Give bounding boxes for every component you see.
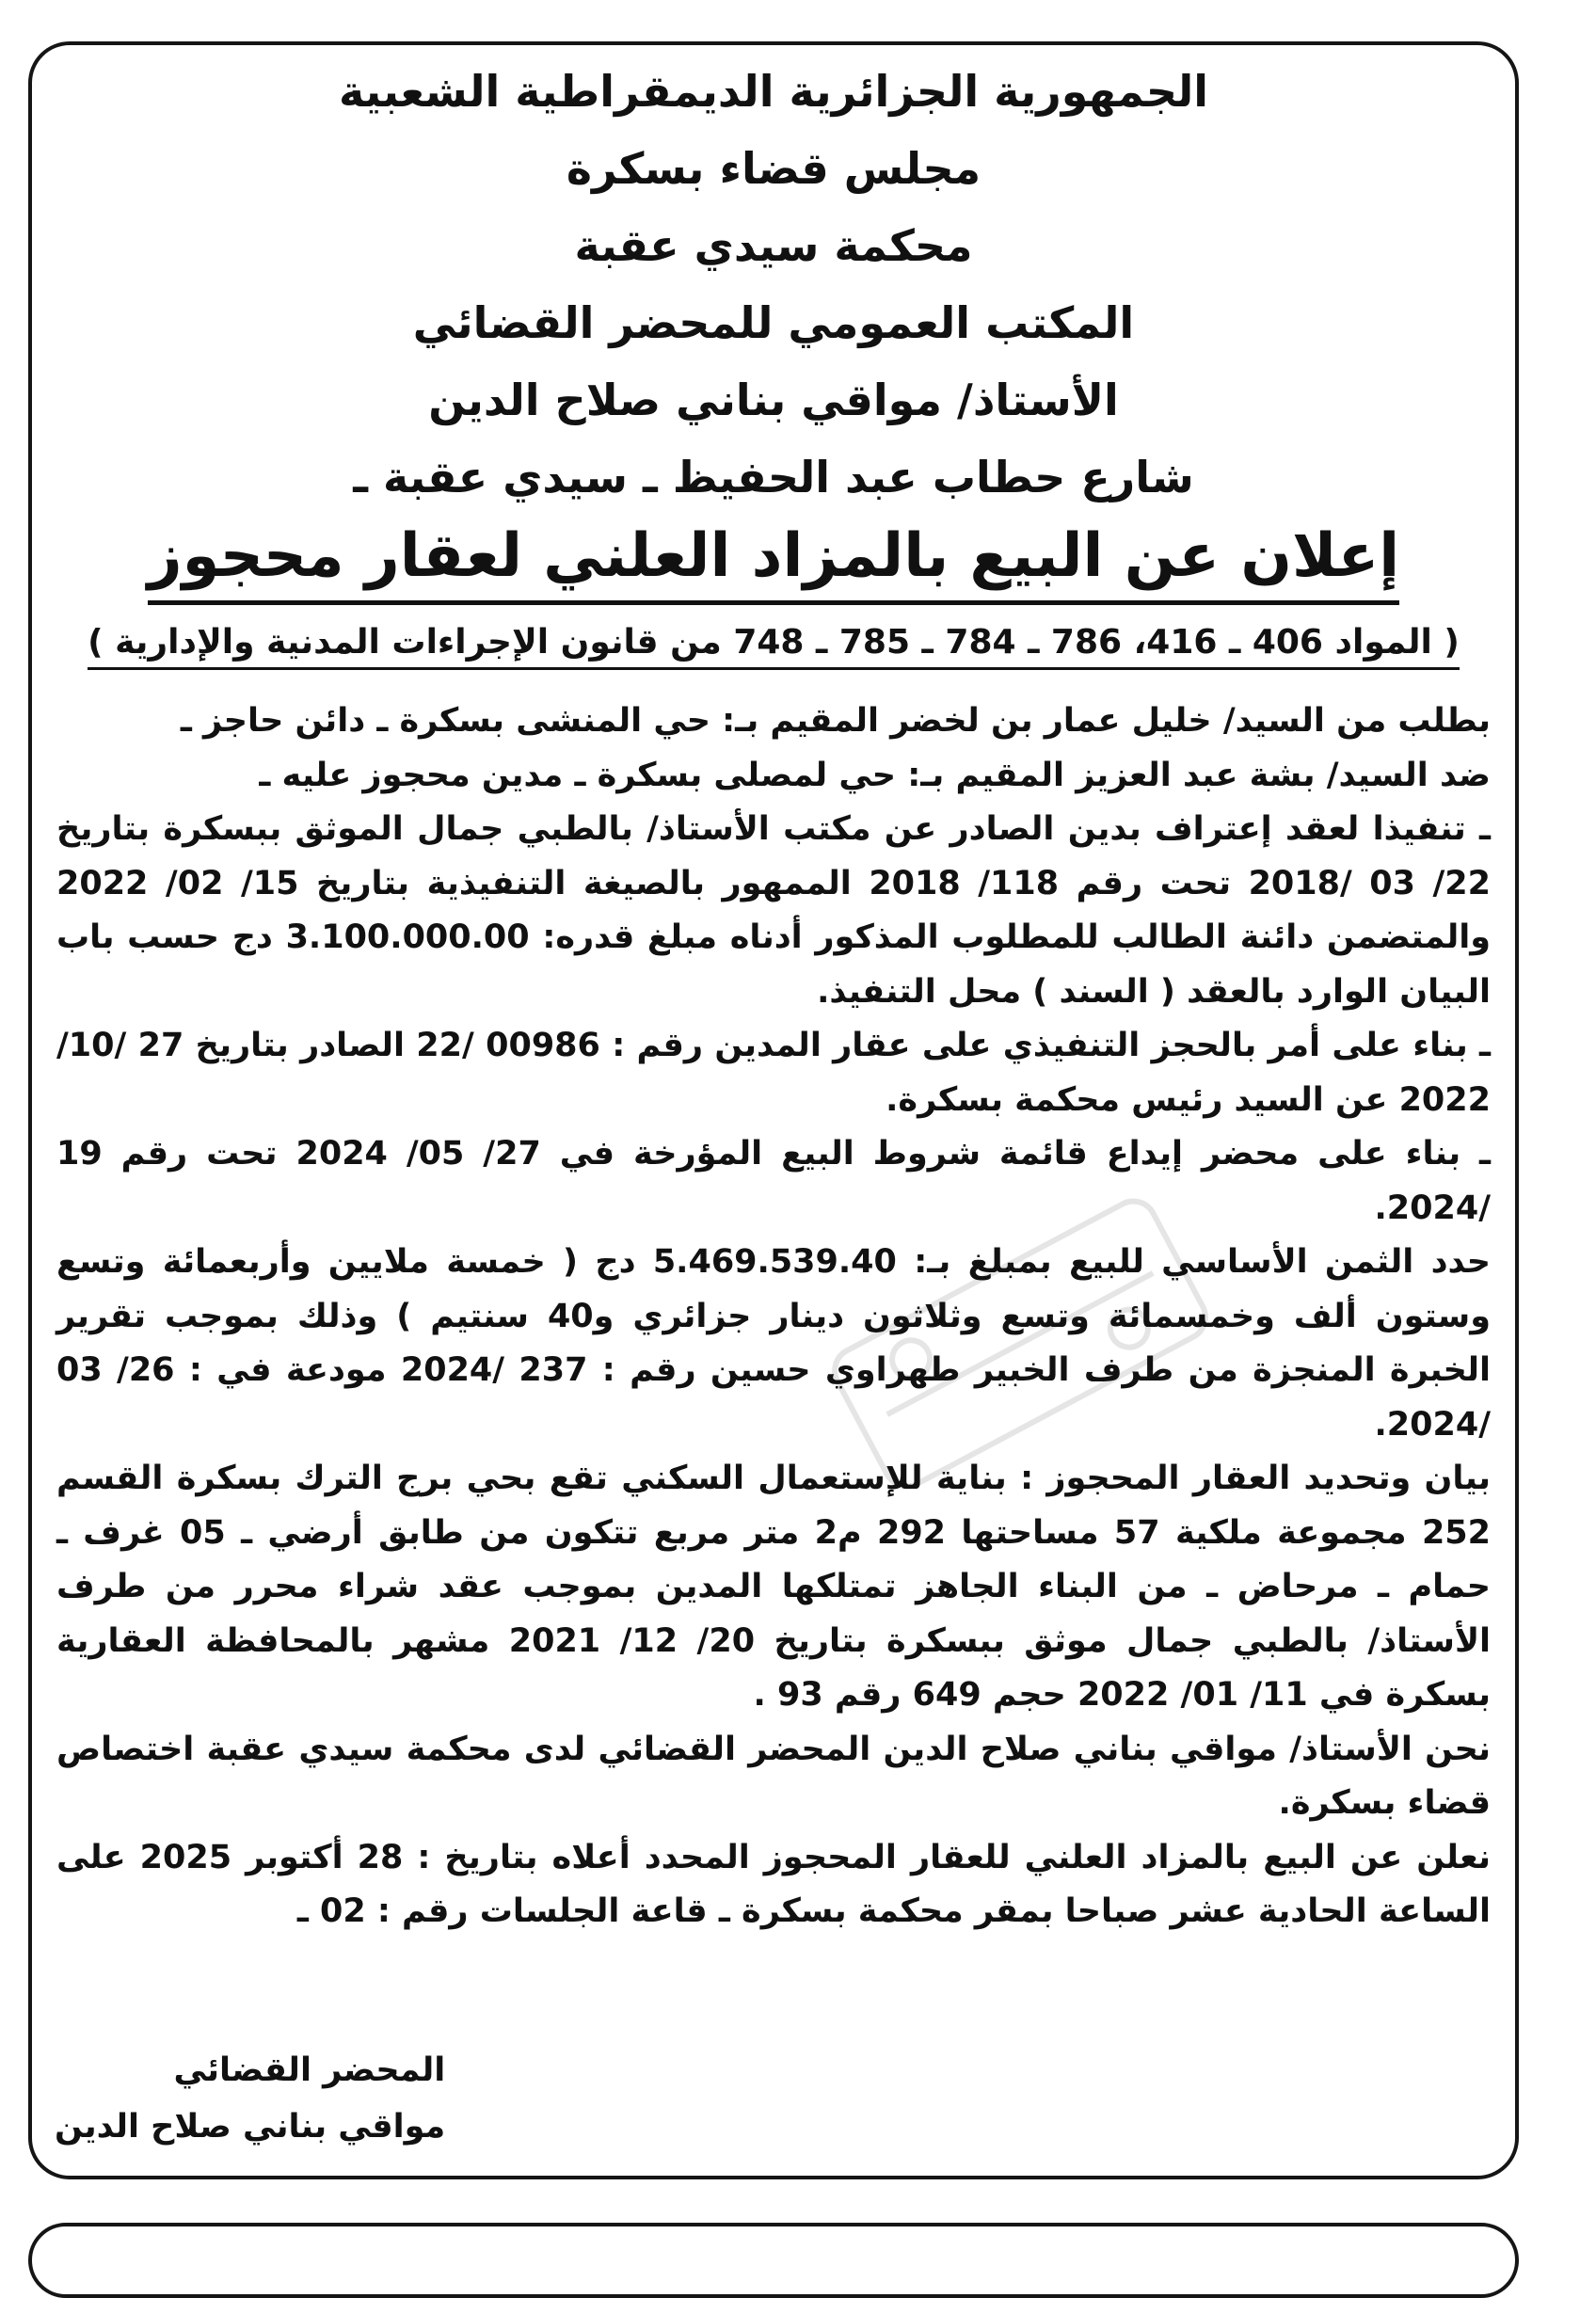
paragraph-debtor: ضد السيد/ بشة عبد العزيز المقيم بـ: حي لمصلى بسكرة ـ مدين محجوز عليه ـ <box>259 756 1491 794</box>
paragraph-conditions-list: ـ بناء على محضر إيداع قائمة شروط البيع المؤرخة في 27/ 05/ 2024 تحت رقم 19 /2024. <box>56 1135 1491 1227</box>
paragraph-requester: بطلب من السيد/ خليل عمار بن لخضر المقيم بـ: حي المنشى بسكرة ـ دائن حاجز ـ <box>180 702 1491 740</box>
header-republic: الجمهورية الجزائرية الديمقراطية الشعبية <box>338 66 1209 117</box>
header-court: محكمة سيدي عقبة <box>574 220 973 271</box>
paragraph-execution-title: ـ تنفيذا لعقد إعتراف بدين الصادر عن مكتب الأستاذ/ بالطبي جمال الموثق ببسكرة بتاريخ 22/ 03 /2018 تحت رقم 118/ 2018 الممهور بالصيغة التنفيذية بتاريخ 15/ 02/ 2022 والمتضمن دائنة الطالب للمطلوب المذكور أدناه مبلغ قدره: 3.100.000.00 دج حسب باب البيان الوارد بالعقد ( السند ) محل التنفيذ. <box>56 810 1492 1011</box>
next-notice-frame <box>28 2223 1519 2298</box>
notice-body <box>56 694 1491 1939</box>
notice-header <box>32 45 1515 670</box>
header-office: المكتب العمومي للمحضر القضائي <box>412 297 1135 348</box>
notice-frame <box>28 41 1519 2179</box>
signature-block <box>55 2042 445 2155</box>
paragraph-property-description: بيان وتحديد العقار المحجوز : بناية للإستعمال السكني تقع بحي برج الترك بسكرة القسم 252 مجموعة ملكية 57 مساحتها 292 م2 متر مربع تتكون من طابق أرضي ـ 05 غرف ـ حمام ـ مرحاض ـ من البناء الجاهز تمتلكها المدين بموجب عقد شراء محرر من طرف الأستاذ/ بالطبي جمال موثق ببسكرة بتاريخ 20/ 12/ 2021 مشهر بالمحافظة العقارية بسكرة في 11/ 01/ 2022 حجم 649 رقم 93 . <box>56 1460 1492 1714</box>
paragraph-base-price: حدد الثمن الأساسي للبيع بمبلغ بـ: 5.469.539.40 دج ( خمسة ملايين وأربعمائة وتسع وستون ألف وخمسمائة وتسع وثلاثون دينار جزائري و40 سنتيم ) وذلك بموجب تقرير الخبرة المنجزة من طرف الخبير طهراوي حسين رقم : 237 /2024 مودعة في : 26/ 03 /2024. <box>56 1243 1492 1444</box>
legal-reference: ( المواد 406 ـ 416، 786 ـ 784 ـ 785 ـ 748 من قانون الإجراءات المدنية والإدارية ) <box>88 618 1460 670</box>
signature-title: المحضر القضائي <box>173 2051 446 2089</box>
header-address: شارع حطاب عبد الحفيظ ـ سيدي عقبة ـ <box>353 452 1194 503</box>
notice-title: إعلان عن البيع بالمزاد العلني لعقار محجوز <box>148 512 1399 605</box>
header-bailiff: الأستاذ/ مواقي بناني صلاح الدين <box>428 375 1119 425</box>
paragraph-seizure-order: ـ بناء على أمر بالحجز التنفيذي على عقار المدين رقم : 00986 /22 الصادر بتاريخ 27 /10/ 2022 عن السيد رئيس محكمة بسكرة. <box>56 1027 1491 1119</box>
paragraph-bailiff-statement: نحن الأستاذ/ مواقي بناني صلاح الدين المحضر القضائي لدى محكمة سيدي عقبة اختصاص قضاء بسكرة. <box>56 1730 1491 1822</box>
header-court-council: مجلس قضاء بسكرة <box>566 143 982 194</box>
paragraph-auction-date: نعلن عن البيع بالمزاد العلني للعقار المحجوز المحدد أعلاه بتاريخ : 28 أكتوبر 2025 على الساعة الحادية عشر صباحا بمقر محكمة بسكرة ـ قاعة الجلسات رقم : 02 ـ <box>56 1838 1491 1930</box>
signature-name: مواقي بناني صلاح الدين <box>55 2108 446 2146</box>
